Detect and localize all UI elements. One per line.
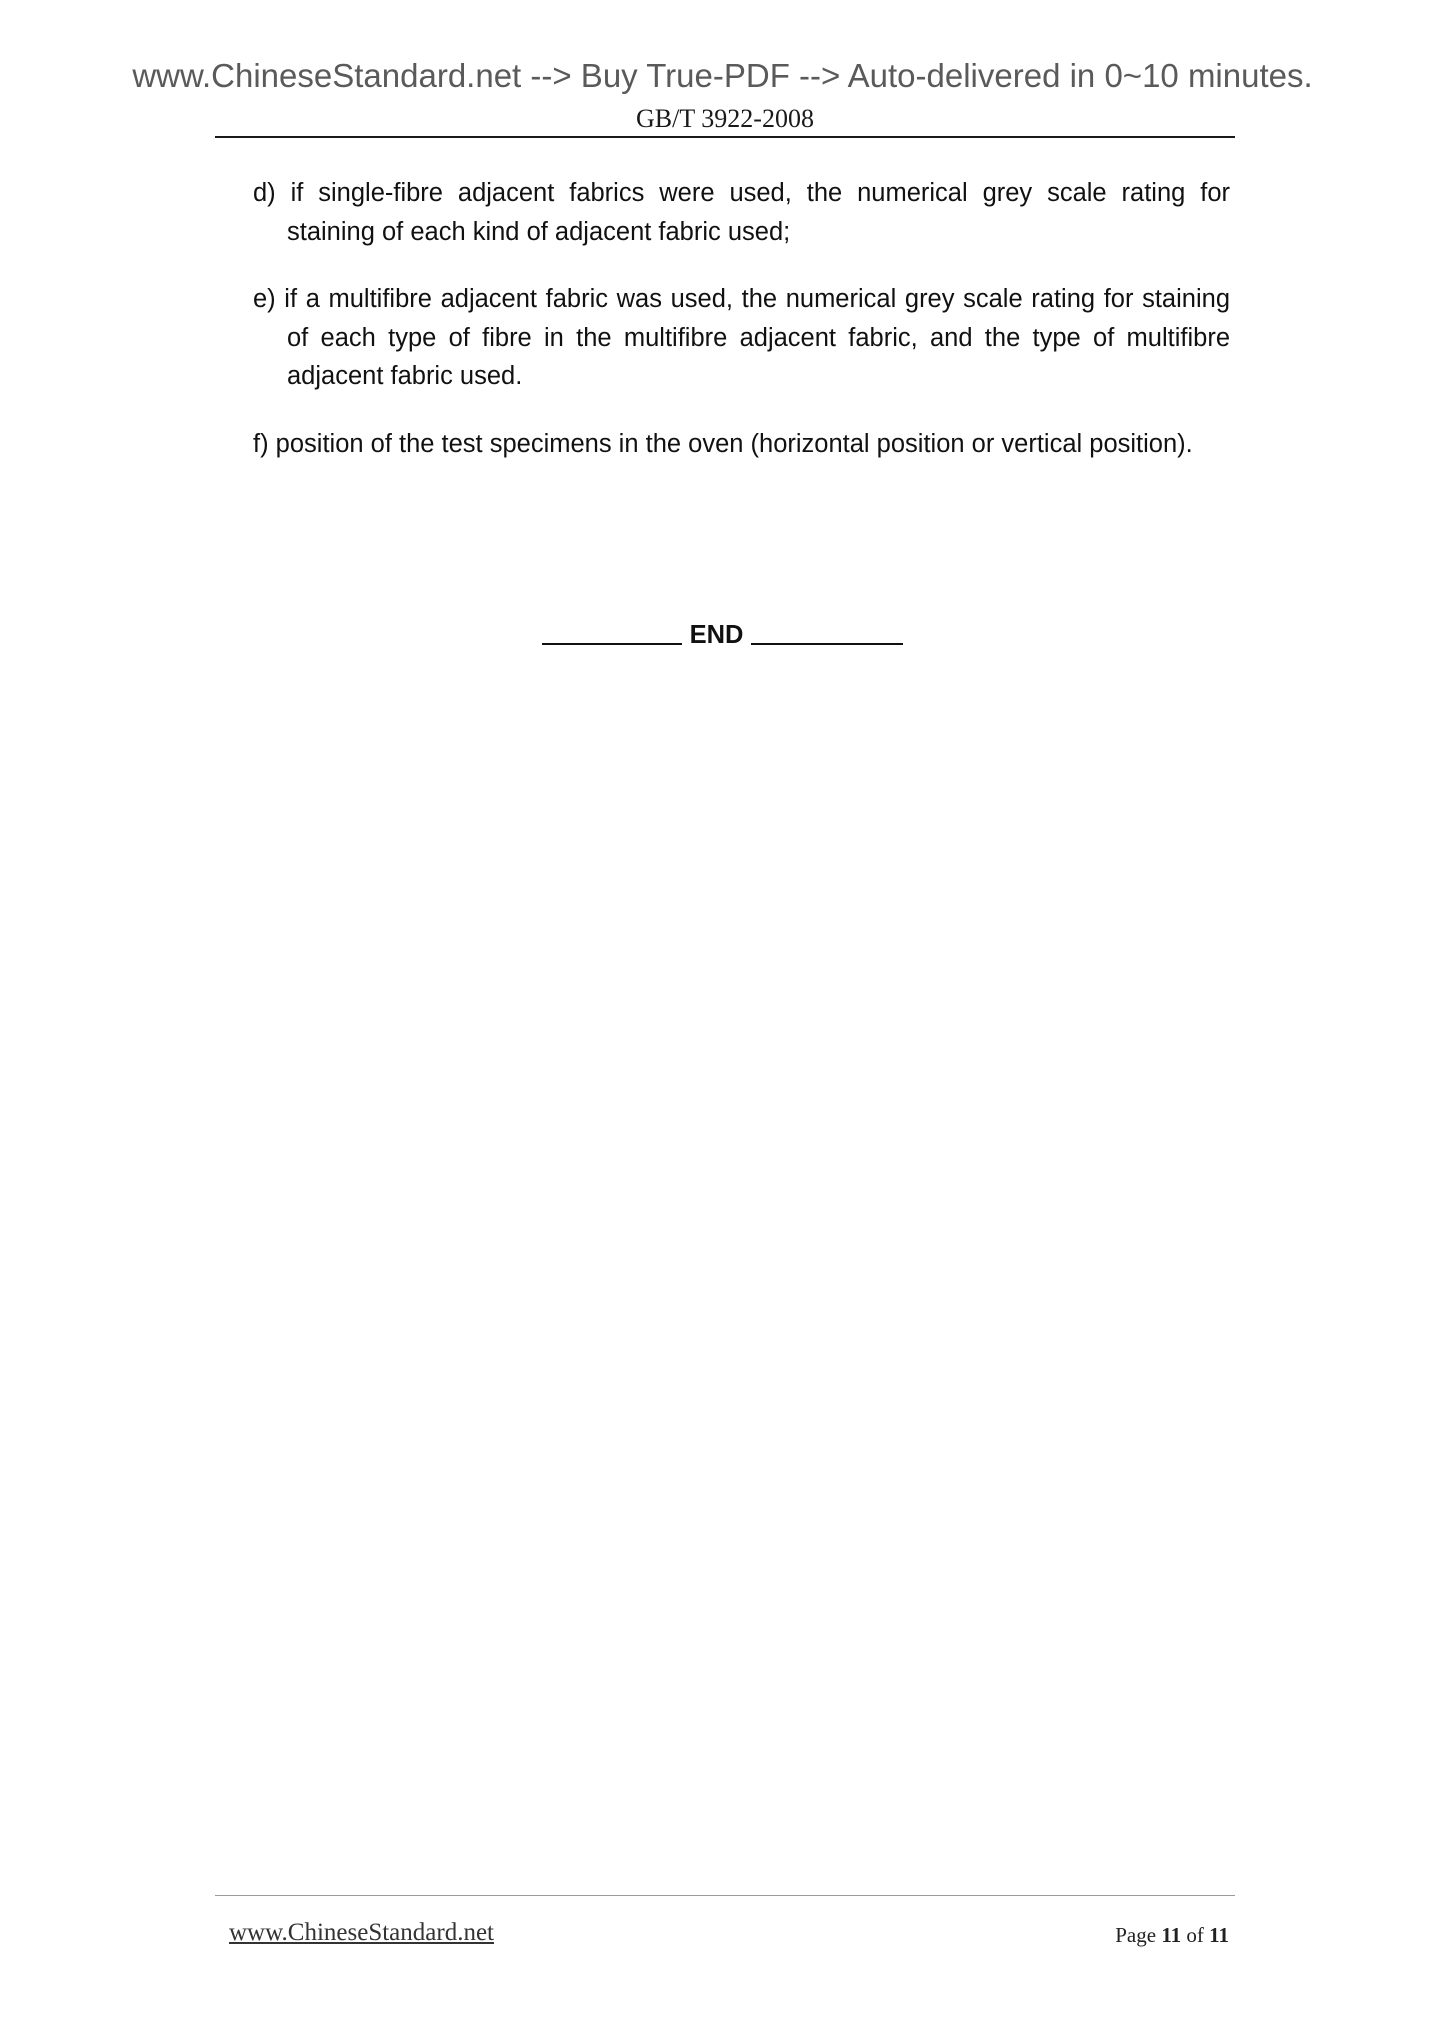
page-word: Page [1115, 1923, 1157, 1947]
end-rule-left [542, 643, 682, 645]
of-word: of [1186, 1923, 1204, 1947]
end-rule-right [751, 643, 903, 645]
page-total: 11 [1209, 1923, 1229, 1947]
header-divider [215, 136, 1235, 138]
end-marker [0, 618, 1445, 652]
end-label: END [689, 621, 744, 649]
page-current: 11 [1161, 1923, 1182, 1947]
list-item-d: d) if single-fibre adjacent fabrics were used, the numerical grey scale rating for staining of each kind of adjacent fabric used; [253, 179, 1230, 246]
document-body [253, 174, 1230, 492]
standard-number: GB/T 3922-2008 [636, 104, 814, 133]
footer-site-link[interactable]: www.ChineseStandard.net [229, 1919, 494, 1946]
list-item-f: f) position of the test specimens in the oven (horizontal position or vertical position). [253, 429, 1193, 458]
footer-divider [215, 1895, 1235, 1896]
page-indicator [1115, 1922, 1229, 1948]
list-item-e: e) if a multifibre adjacent fabric was used, the numerical grey scale rating for staining of each type of fibre in the multifibre adjacent fabric, and the type of multifibre adjacent fabric used. [253, 285, 1230, 390]
promo-banner: www.ChineseStandard.net --> Buy True-PDF --> Auto-delivered in 0~10 minutes. [132, 57, 1313, 94]
